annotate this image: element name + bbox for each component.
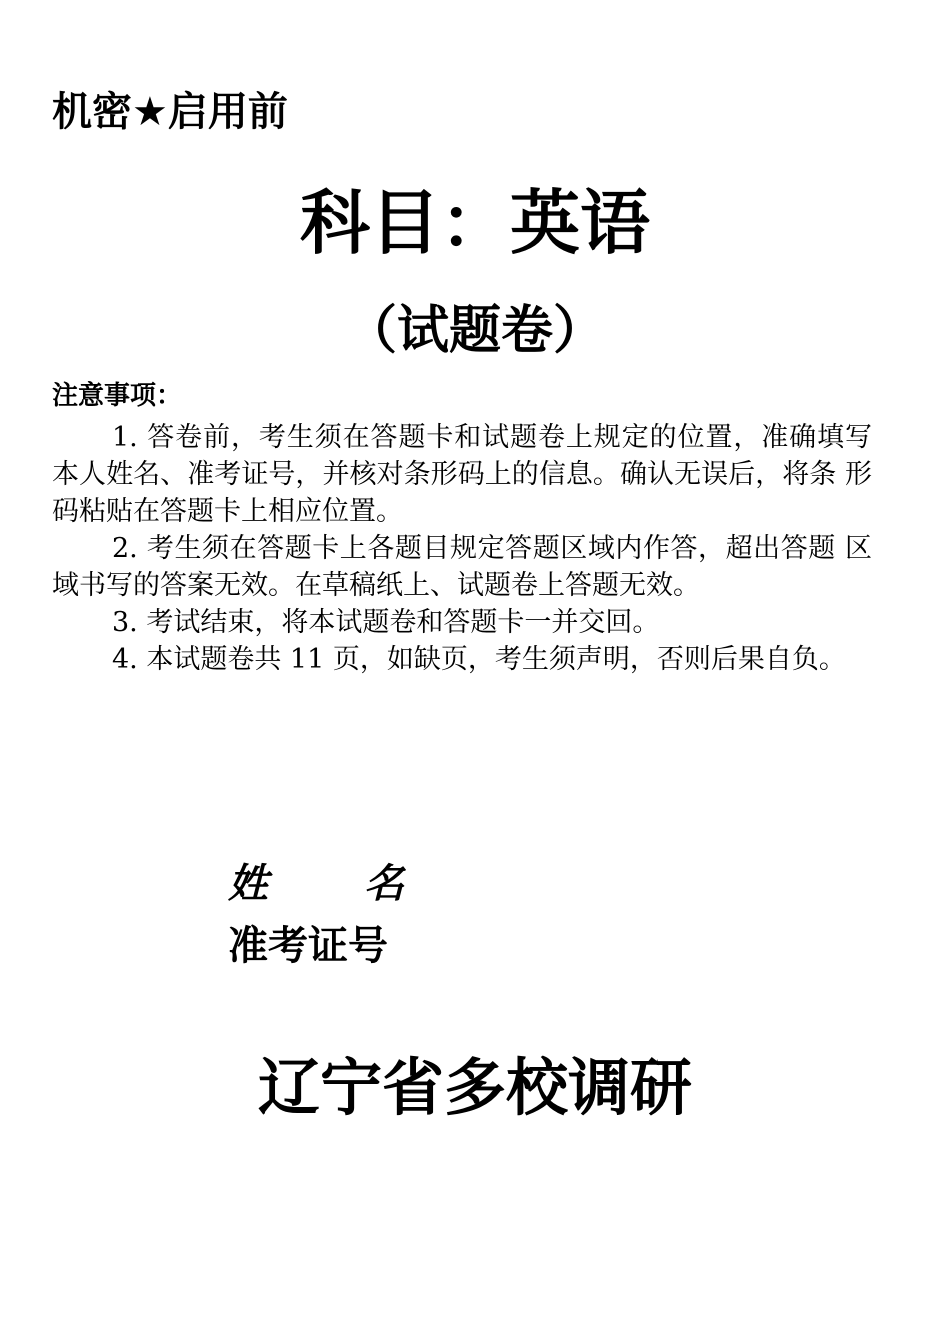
name-label-first-char: 姓 bbox=[228, 861, 268, 907]
notes-list bbox=[52, 419, 872, 678]
confidential-label: 机密★启用前 bbox=[52, 89, 288, 135]
name-label-second-char: 名 bbox=[364, 861, 404, 907]
ticket-number-label: 准考证号 bbox=[228, 923, 388, 969]
note-item: 4. 本试题卷共 11 页，如缺页，考生须声明，否则后果自负。 bbox=[112, 644, 846, 675]
note-item: 1. 答卷前，考生须在答题卡和试题卷上规定的位置，准确填写 本人姓名、准考证号，并核对条形码上的信息。确认无误后，将条 形码粘贴在答题卡上相应位置。 bbox=[52, 422, 872, 527]
note-item: 2. 考生须在答题卡上各题目规定答题区域内作答，超出答题 区域书写的答案无效。在草稿纸上、试题卷上答题无效。 bbox=[52, 533, 872, 601]
paper-type-title: （试题卷） bbox=[344, 301, 605, 361]
notes-heading: 注意事项： bbox=[52, 381, 183, 411]
note-item: 3. 考试结束，将本试题卷和答题卡一并交回。 bbox=[112, 607, 660, 638]
organization-title: 辽宁省多校调研 bbox=[257, 1051, 692, 1124]
subject-title: 科目：英语 bbox=[300, 182, 650, 264]
